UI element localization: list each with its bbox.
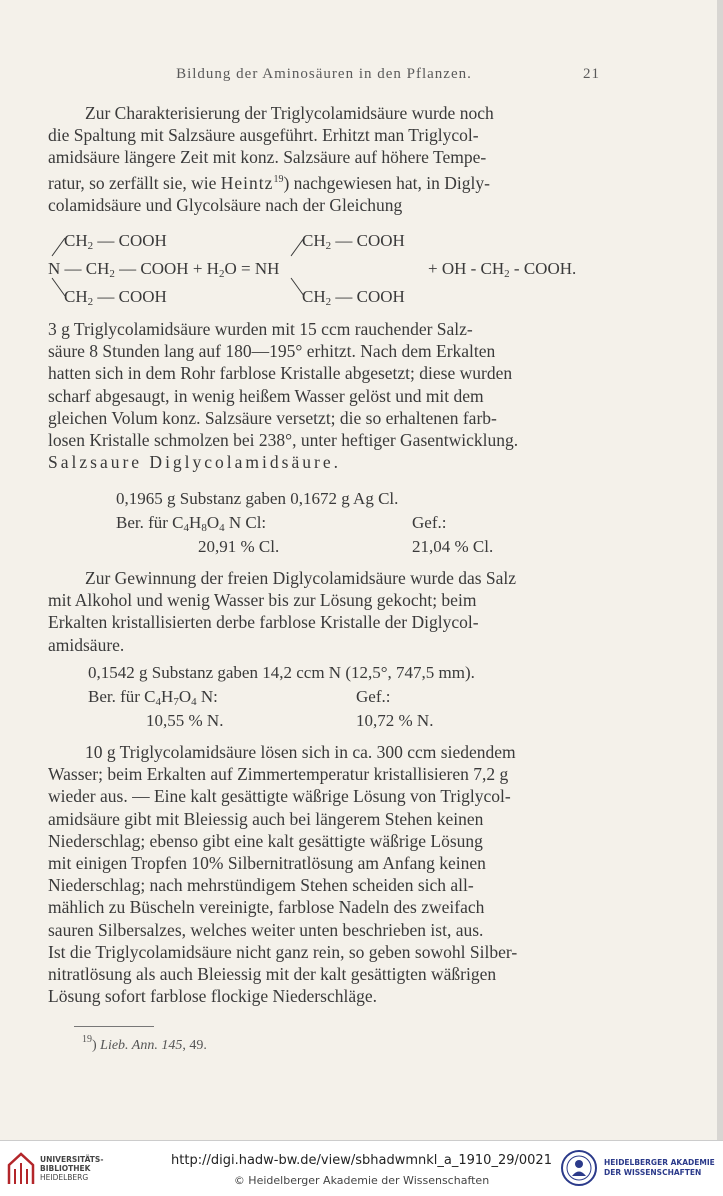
copyright-notice: © Heidelberger Akademie der Wissenschaften: [233, 1174, 490, 1187]
text-fragment: ratur, so zerfällt sie, wie: [48, 172, 221, 193]
analysis-line: 0,1542 g Substanz gaben 14,2 ccm N (12,5°, 747,5 mm).: [88, 663, 475, 682]
library-name: UNIVERSITÄTS- BIBLIOTHEK HEIDELBERG: [40, 1155, 104, 1182]
academy-seal-icon: [560, 1149, 598, 1187]
footnote: $^{19}$) Lieb. Ann. 145, 49.: [82, 1034, 207, 1053]
text-line: amidsäure.: [48, 634, 125, 655]
text-line: hatten sich in dem Rohr farblose Kristalle abgesetzt; diese wurden: [48, 363, 513, 384]
paragraph-experiment: [48, 318, 600, 473]
text-line: mit Alkohol und wenig Wasser bis zur Lösung gekocht; beim: [48, 590, 477, 611]
text-line: wieder aus. — Eine kalt gesättigte wäßrige Lösung von Triglycol-: [48, 786, 511, 807]
analysis-line: 0,1965 g Substanz gaben 0,1672 g Ag Cl.: [116, 489, 399, 508]
text-line: Zur Charakterisierung der Triglycolamidsäure wurde noch: [85, 103, 494, 123]
text-line: mählich zu Büscheln vereinigte, farblose Nadeln des zweifach: [48, 897, 485, 918]
eq-line-3b: $CH_2$ — COOH: [302, 287, 405, 308]
text-line: losen Kristalle schmolzen bei 238°, unter heftiger Gasentwicklung.: [48, 430, 519, 451]
text-line: Ist die Triglycolamidsäure nicht ganz rein, so geben sowohl Silber-: [48, 941, 518, 962]
section-heading: Salzsaure Diglycolamidsäure.: [48, 452, 341, 473]
eq-line-1a: $CH_2$ — COOH: [64, 231, 167, 252]
text-line: colamidsäure und Glycolsäure nach der Gleichung: [48, 194, 403, 215]
paragraph-isolation: [48, 567, 600, 656]
text-line: mit einigen Tropfen 10% Silbernitratlösung am Anfang keinen: [48, 853, 486, 874]
text-line: Zur Gewinnung der freien Diglycolamidsäure wurde das Salz: [85, 568, 517, 588]
text-line: nitratlösung als auch Bleiessig mit der kalt gesättigten wäßrigen: [48, 964, 497, 985]
text-line: gleichen Volum konz. Salzsäure versetzt; die so erhaltenen farb-: [48, 407, 497, 428]
text-line: die Spaltung mit Salzsäure ausgeführt. Erhitzt man Triglycol-: [48, 125, 479, 146]
running-header: [48, 66, 600, 90]
text-line: Niederschlag; ebenso gibt eine kalt gesättigte wäßrige Lösung: [48, 830, 483, 851]
found-value: 21,04 % Cl.: [412, 537, 494, 556]
running-title: Bildung der Aminosäuren in den Pflanzen.: [176, 66, 472, 82]
bond-lines: [48, 230, 348, 310]
text-line: Lösung sofort farblose flockige Niederschläge.: [48, 986, 377, 1007]
calc-label: Ber. für $C_4H_7O_4$ N:: [88, 687, 218, 708]
text-fragment: ) nachgewiesen hat, in Digly-: [283, 172, 490, 193]
paragraph-intro: [48, 102, 600, 216]
found-label: Gef.:: [356, 687, 391, 706]
found-value: 10,72 % N.: [356, 711, 434, 730]
footnote-number: 19: [82, 1034, 92, 1045]
academy-name: HEIDELBERGER AKADEMIE DER WISSENSCHAFTEN: [604, 1158, 715, 1177]
text-line: Niederschlag; nach mehrstündigem Stehen scheiden sich all-: [48, 875, 474, 896]
text-line: scharf abgesaugt, in wenig heißem Wasser gelöst und mit dem: [48, 385, 484, 406]
footnote-page: , 49.: [182, 1038, 207, 1053]
eq-line-2b: + OH - $CH_2$ - COOH.: [428, 259, 577, 280]
permalink-url[interactable]: http://digi.hadw-bw.de/view/sbhadwmnkl_a_1910_29/0021: [171, 1153, 552, 1168]
footnote-source: Lieb. Ann.: [100, 1038, 158, 1053]
paragraph-solubility: [48, 741, 600, 1007]
footnote-rule: [74, 1026, 154, 1027]
text-line: amidsäure gibt mit Bleiessig auch bei längerem Stehen keinen: [48, 808, 484, 829]
page-number: 21: [583, 66, 600, 82]
text-line: [48, 169, 600, 194]
author-name: Heintz: [220, 172, 274, 193]
calc-value: 10,55 % N.: [146, 711, 224, 730]
viewer-footer: [0, 1140, 723, 1196]
calc-label: Ber. für $C_4H_8O_4$ N Cl:: [116, 513, 267, 534]
text-line: Erkalten kristallisierten derbe farblose Kristalle der Diglycol-: [48, 612, 479, 633]
eq-line-3a: $CH_2$ — COOH: [64, 287, 167, 308]
found-label: Gef.:: [412, 513, 447, 532]
text-line: sauren Silbersalzes, welches weiter unten beschrieben ist, aus.: [48, 919, 484, 940]
text-line: säure 8 Stunden lang auf 180—195° erhitzt. Nach dem Erkalten: [48, 341, 496, 362]
text-line: 10 g Triglycolamidsäure lösen sich in ca. 300 ccm siedendem: [85, 742, 516, 762]
text-line: Wasser; beim Erkalten auf Zimmertemperatur kristallisieren 7,2 g: [48, 764, 509, 785]
text-line: 3 g Triglycolamidsäure wurden mit 15 ccm rauchender Salz-: [48, 319, 473, 339]
calc-value: 20,91 % Cl.: [198, 537, 280, 556]
eq-line-1b: $CH_2$ — COOH: [302, 231, 405, 252]
eq-line-2a: N — $CH_2$ — COOH + $H_2O$ = NH: [48, 259, 280, 280]
footnote-volume: 145: [161, 1038, 183, 1053]
text-line: amidsäure längere Zeit mit konz. Salzsäure auf höhere Tempe-: [48, 147, 487, 168]
footnote-ref: 19: [273, 173, 284, 185]
page-edge: [717, 0, 723, 1140]
chemical-equation: [48, 230, 608, 310]
